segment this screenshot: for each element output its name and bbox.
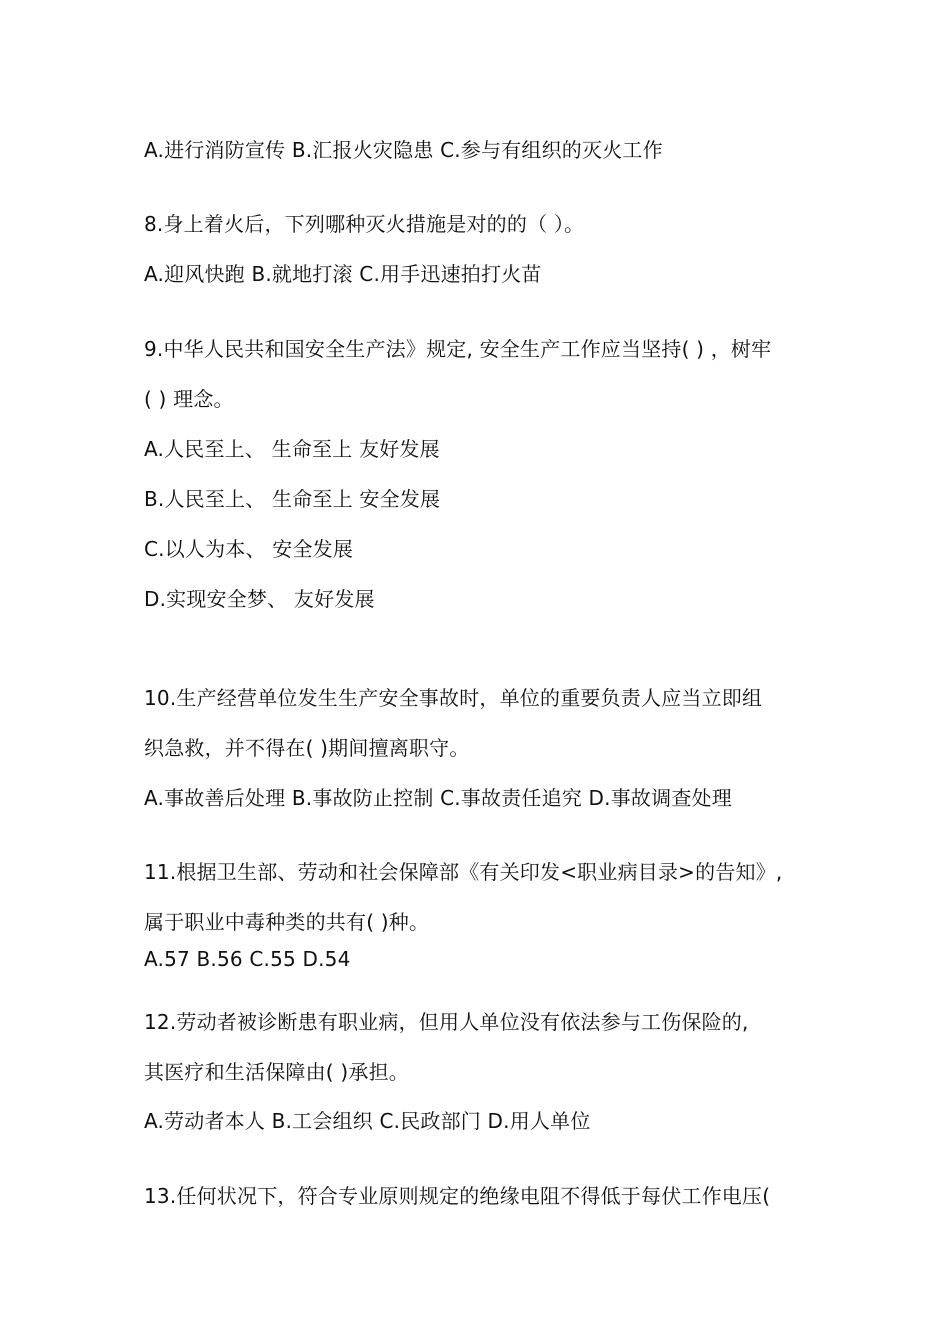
q11-question-line2: 属于职业中毒种类的共有( )种。 (144, 910, 430, 934)
q11-options: A.57 B.56 C.55 D.54 (144, 947, 351, 971)
q10-question-line2: 织急救，并不得在( )期间擅离职守。 (144, 736, 470, 760)
q9-option-a: A.人民至上、 生命至上 友好发展 (144, 437, 440, 461)
q9-option-b: B.人民至上、 生命至上 安全发展 (144, 487, 441, 511)
q7-options: A.进行消防宣传 B.汇报火灾隐患 C.参与有组织的灭火工作 (144, 138, 663, 162)
q9-option-d: D.实现安全梦、 友好发展 (144, 587, 375, 611)
q9-question-line2: ( ) 理念。 (144, 387, 234, 411)
q8-options: A.迎风快跑 B.就地打滚 C.用手迅速拍打火苗 (144, 262, 542, 286)
q10-options: A.事故善后处理 B.事故防止控制 C.事故责任追究 D.事故调查处理 (144, 786, 732, 810)
q9-question-line1: 9.中华人民共和国安全生产法》规定, 安全生产工作应当坚持( ) ，树牢 (144, 337, 772, 361)
q11-question-line1: 11.根据卫生部、劳动和社会保障部《有关印发<职业病目录>的告知》, (144, 860, 783, 884)
q9-option-c: C.以人为本、 安全发展 (144, 537, 354, 561)
q12-question-line2: 其医疗和生活保障由( )承担。 (144, 1060, 409, 1084)
q13-question-line1: 13.任何状况下，符合专业原则规定的绝缘电阻不得低于每伏工作电压( (144, 1184, 771, 1208)
q12-options: A.劳动者本人 B.工会组织 C.民政部门 D.用人单位 (144, 1109, 591, 1133)
q8-question: 8.身上着火后，下列哪种灭火措施是对的的（ ）。 (144, 212, 585, 236)
q12-question-line1: 12.劳动者被诊断患有职业病，但用人单位没有依法参与工伤保险的, (144, 1010, 749, 1034)
q10-question-line1: 10.生产经营单位发生生产安全事故时，单位的重要负责人应当立即组 (144, 686, 763, 710)
